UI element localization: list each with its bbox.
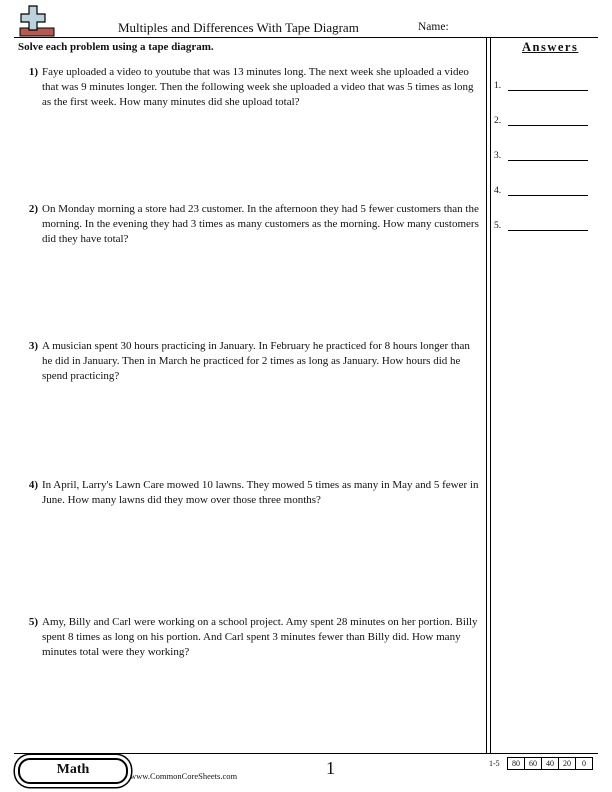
worksheet-title: Multiples and Differences With Tape Diagram bbox=[118, 20, 359, 35]
answer-label: 3. bbox=[494, 151, 502, 161]
answer-line[interactable] bbox=[508, 125, 588, 126]
problem-number: 2) bbox=[28, 203, 38, 215]
answer-4 bbox=[494, 186, 501, 196]
problem-text: On Monday morning a store had 23 customer. In the afternoon they had 5 fewer customers than the morning. In the evening they had 3 times as many customers as the morning. How many customers did they have total? bbox=[42, 203, 479, 246]
score-cell: 0 bbox=[575, 757, 593, 770]
answer-line[interactable] bbox=[508, 230, 588, 231]
problem-number: 5) bbox=[28, 616, 38, 628]
answer-5 bbox=[494, 221, 501, 231]
score-table bbox=[508, 757, 593, 770]
answer-line[interactable] bbox=[508, 195, 588, 196]
problem-number: 3) bbox=[28, 340, 38, 352]
problem-text: Faye uploaded a video to youtube that was 13 minutes long. The next week she uploaded a video that was 9 minutes longer. Then the following week she uploaded a video that was 5 times as long as the first week. How many minutes did she upload total? bbox=[42, 66, 474, 109]
answers-heading: Answers bbox=[522, 40, 579, 54]
subject-badge bbox=[18, 758, 128, 784]
answer-label: 1. bbox=[494, 81, 502, 91]
problem-number: 4) bbox=[28, 479, 38, 491]
answer-line[interactable] bbox=[508, 160, 588, 161]
score-range-label: 1-5 bbox=[489, 759, 500, 768]
problem-number: 1) bbox=[28, 66, 38, 78]
answer-label: 4. bbox=[494, 186, 502, 196]
instructions: Solve each problem using a tape diagram. bbox=[18, 41, 214, 53]
score-cell: 40 bbox=[541, 757, 559, 770]
problem-text: A musician spent 30 hours practicing in January. In February he practiced for 8 hours longer than he did in January. Then in March he practiced for 2 times as long as January. How hours did he spend practicing? bbox=[42, 340, 470, 383]
problem-text: Amy, Billy and Carl were working on a school project. Amy spent 28 minutes on her portion. Billy spent 8 times as long on his portion. And Carl spent 3 minutes fewer than Billy did. How many minutes total were they working? bbox=[42, 616, 478, 659]
answer-3 bbox=[494, 151, 501, 161]
problem-text: In April, Larry's Lawn Care mowed 10 lawns. They mowed 5 times as many in May and 5 fewer in June. How many lawns did they mow over those three months? bbox=[42, 479, 479, 507]
footer-divider bbox=[14, 753, 598, 754]
answer-2 bbox=[494, 116, 501, 126]
answer-line[interactable] bbox=[508, 90, 588, 91]
math-plus-logo-icon bbox=[18, 4, 58, 38]
answer-label: 5. bbox=[494, 221, 502, 231]
score-cell: 60 bbox=[524, 757, 542, 770]
score-cell: 80 bbox=[507, 757, 525, 770]
name-field-label: Name: bbox=[418, 21, 449, 33]
score-cell: 20 bbox=[558, 757, 576, 770]
answer-label: 2. bbox=[494, 116, 502, 126]
subject-label: Math bbox=[56, 762, 90, 777]
header-divider bbox=[14, 37, 598, 38]
answer-1 bbox=[494, 81, 501, 91]
column-divider-right bbox=[490, 37, 491, 753]
site-url: www.CommonCoreSheets.com bbox=[130, 771, 238, 781]
column-divider-left bbox=[486, 37, 487, 753]
page-number: 1 bbox=[326, 758, 335, 778]
